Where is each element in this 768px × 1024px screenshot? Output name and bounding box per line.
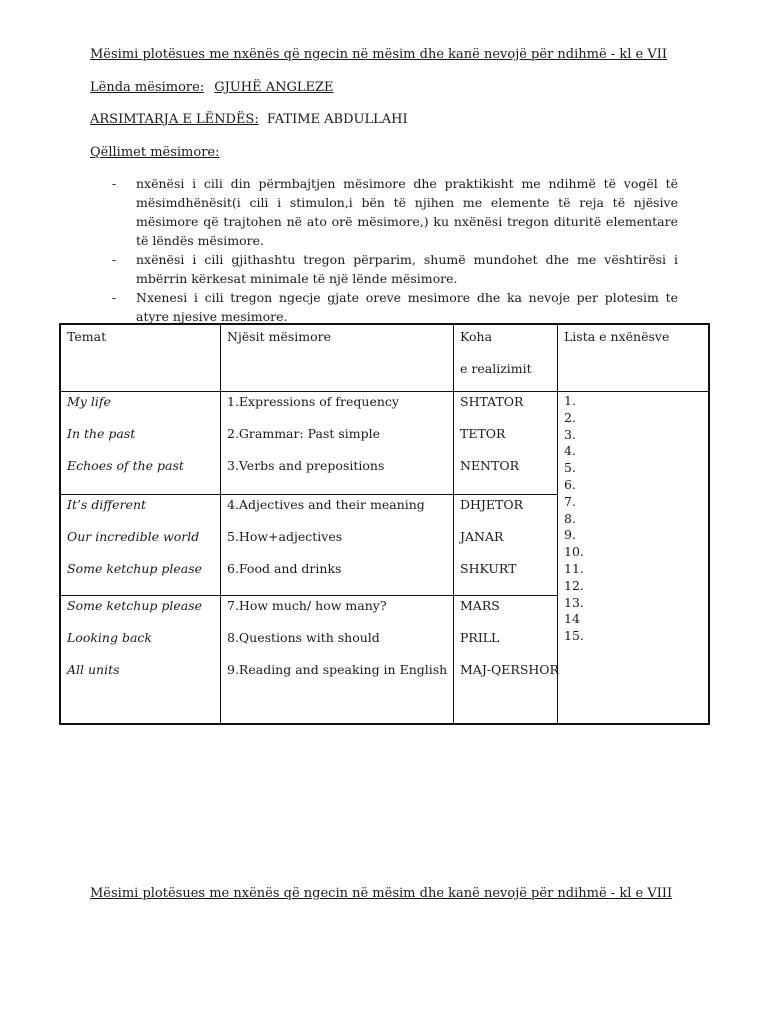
list-item: 3. [564,426,576,442]
list-item: - nxënësi i cili gjithashtu tregon përparim, shumë mundohet dhe me vështirësi i mbërrin kërkesat minimale të një lënde mësimore. [112,252,678,286]
topic-cell: Some ketchup please [67,561,203,576]
units-cell: 1.Expressions of frequency 2.Grammar: Past simple 3.Verbs and prepositions [227,394,399,473]
topic-cell: All units [67,662,120,677]
subject-label: Lënda mësimore: [90,80,205,95]
list-item: 12. [564,577,584,593]
list-item: 5. [564,460,576,476]
topic-cell: It’s different [67,497,147,512]
list-item: 9. [564,527,576,543]
topic-cell: Some ketchup please [67,598,203,613]
units-cell: 4.Adjectives and their meaning 5.How+adjectives 6.Food and drinks [227,497,425,576]
column-divider [220,325,221,723]
months-cell: MARS PRILL MAJ-QERSHOR [460,598,559,677]
list-item: 4. [564,443,576,459]
list-item: 2. [564,409,576,425]
subject-line [90,80,334,95]
list-item: 11. [564,560,584,576]
row-divider [61,494,557,495]
topic-cell: Looking back [67,630,152,645]
list-item: 15. [564,628,584,644]
table-row [67,393,184,489]
list-item: - Nxenesi i cili tregon ngecje gjate oreve mesimore dhe ka nevoje per plotesim te atyre njesive mesimore. [112,290,678,324]
teacher-label: ARSIMTARJA E LËNDËS: [90,112,259,127]
plan-table [59,323,710,725]
topic-cell: In the past [67,426,136,441]
topic-cell: My life [67,394,111,409]
objective-text: nxënësi i cili din përmbajtjen mësimore dhe praktikisht me ndihmë të vogël të mësimdhënësit(i cili i stimulon,i bën të njihen me elemente të reja të njësive mësimore që trajtohen në ato orë mësimore,) ku nxënësi tregon dituritë elementare të lëndës mësimore. [136,176,678,248]
list-item: 13. [564,594,584,610]
document-title: Mësimi plotësues me nxënës që ngecin në mësim dhe kanë nevojë për ndihmë - kl e VII [90,47,667,62]
list-item: - nxënësi i cili din përmbajtjen mësimore dhe praktikisht me ndihmë të vogël të mësimdhënësit(i cili i stimulon,i bën të njihen me elemente të reja të njësive mësimore që trajtohen në ato orë mësimore,) ku nxënësi tregon dituritë elementare të lëndës mësimore. [112,176,678,248]
table-row [67,597,202,693]
objectives-list [90,174,678,326]
row-divider [61,391,708,392]
teacher-line [90,112,408,127]
teacher-value: FATIME ABDULLAHI [266,112,408,127]
header-time: Koha e realizimit [460,329,532,376]
months-cell: DHJETOR JANAR SHKURT [460,497,524,576]
list-item: 14 [564,611,580,627]
header-units: Njësit mësimore [227,329,332,344]
list-item: 6. [564,476,576,492]
topic-cell: Echoes of the past [67,458,184,473]
list-item: 7. [564,493,576,509]
objective-text: Nxenesi i cili tregon ngecje gjate oreve mesimore dhe ka nevoje per plotesim te atyre njesive mesimore. [136,290,678,324]
row-divider [61,595,557,596]
list-item: 1. [564,393,576,408]
footer-title: Mësimi plotësues me nxënës që ngecin në mësim dhe kanë nevojë për ndihmë - kl e VIII [90,886,673,901]
list-item: 8. [564,510,576,526]
topic-cell: Our incredible world [67,529,200,544]
months-cell: SHTATOR TETOR NENTOR [460,394,524,473]
list-item: 10. [564,544,584,560]
column-divider [453,325,454,723]
header-students: Lista e nxënësve [564,329,670,344]
subject-value: GJUHË ANGLEZE [214,80,334,95]
table-row [67,496,202,592]
objectives-heading: Qëllimet mësimore: [90,145,220,160]
header-topics: Temat [67,329,107,344]
objective-text: nxënësi i cili gjithashtu tregon përparim, shumë mundohet dhe me vështirësi i mbërrin kërkesat minimale të një lënde mësimore. [136,252,678,286]
units-cell: 7.How much/ how many? 8.Questions with should 9.Reading and speaking in English [227,598,448,677]
student-list [564,393,584,645]
